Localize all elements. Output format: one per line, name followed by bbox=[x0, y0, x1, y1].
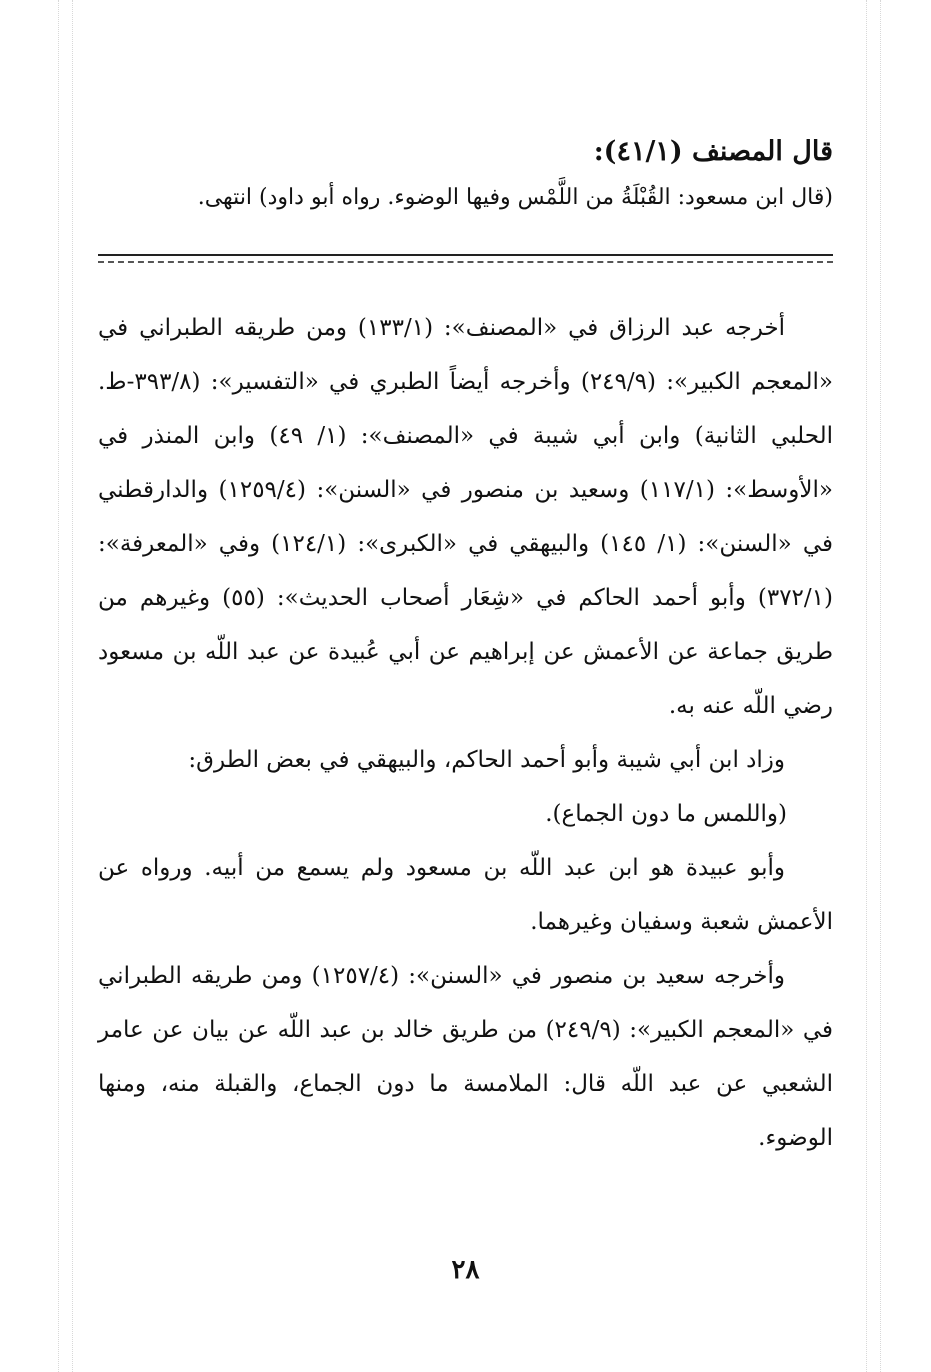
header-divider-secondary bbox=[98, 261, 833, 263]
scan-artifact-line bbox=[72, 0, 73, 1372]
paragraph: وأبو عبيدة هو ابن عبد اللّه بن مسعود ولم يسمع من أبيه. ورواه عن الأعمش شعبة وسفيان وغيرهما. bbox=[98, 855, 833, 935]
paragraph: أخرجه عبد الرزاق في «المصنف»: (١٣٣/١) ومن طريقه الطبراني في «المعجم الكبير»: (٢٤٩/٩) وأخرجه أيضاً الطبري في «التفسير»: (٣٩٣/٨-ط. الحلبي الثانية) وابن أبي شيبة في «المصنف»: (١/ ٤٩) وابن المنذر في «الأوسط»: (١١٧/١) وسعيد بن منصور في «السنن»: (١٢٥٩/٤) والدارقطني في «السنن»: (١/ ١٤٥) والبيهقي في «الكبرى»: (١٢٤/١) وفي «المعرفة»: (٣٧٢/١) وأبو أحمد الحاكم في «شِعَار أصحاب الحديث»: (٥٥) وغيرهم من طريق جماعة عن الأعمش عن إبراهيم عن أبي عُبيدة عن عبد اللّه بن مسعود رضي اللّه عنه به. bbox=[98, 315, 834, 719]
header-divider bbox=[98, 254, 833, 256]
scan-artifact-line bbox=[880, 0, 881, 1372]
page-body bbox=[98, 301, 833, 1165]
page-header bbox=[96, 128, 833, 220]
scan-artifact-line bbox=[58, 0, 59, 1372]
section-title: قال المصنف (٤١/١): bbox=[593, 136, 833, 167]
scan-artifact-line bbox=[866, 0, 867, 1372]
page-number: ٢٨ bbox=[451, 1255, 480, 1285]
paragraph: (واللمس ما دون الجماع). bbox=[545, 801, 787, 827]
paragraph: وأخرجه سعيد بن منصور في «السنن»: (١٢٥٧/٤) ومن طريقه الطبراني في «المعجم الكبير»: (٢٤٩/٩) من طريق خالد بن عبد اللّه عن بيان عن عامر الشعبي عن عبد اللّه قال: الملامسة ما دون الجماع، والقبلة منه، ومنها الوضوء. bbox=[98, 963, 833, 1151]
quoted-text: (قال ابن مسعود: القُبْلَةُ من اللَّمْس وفيها الوضوء. رواه أبو داود) انتهى. bbox=[197, 185, 833, 210]
paragraph: وزاد ابن أبي شيبة وأبو أحمد الحاكم، والبيهقي في بعض الطرق: bbox=[188, 747, 785, 773]
